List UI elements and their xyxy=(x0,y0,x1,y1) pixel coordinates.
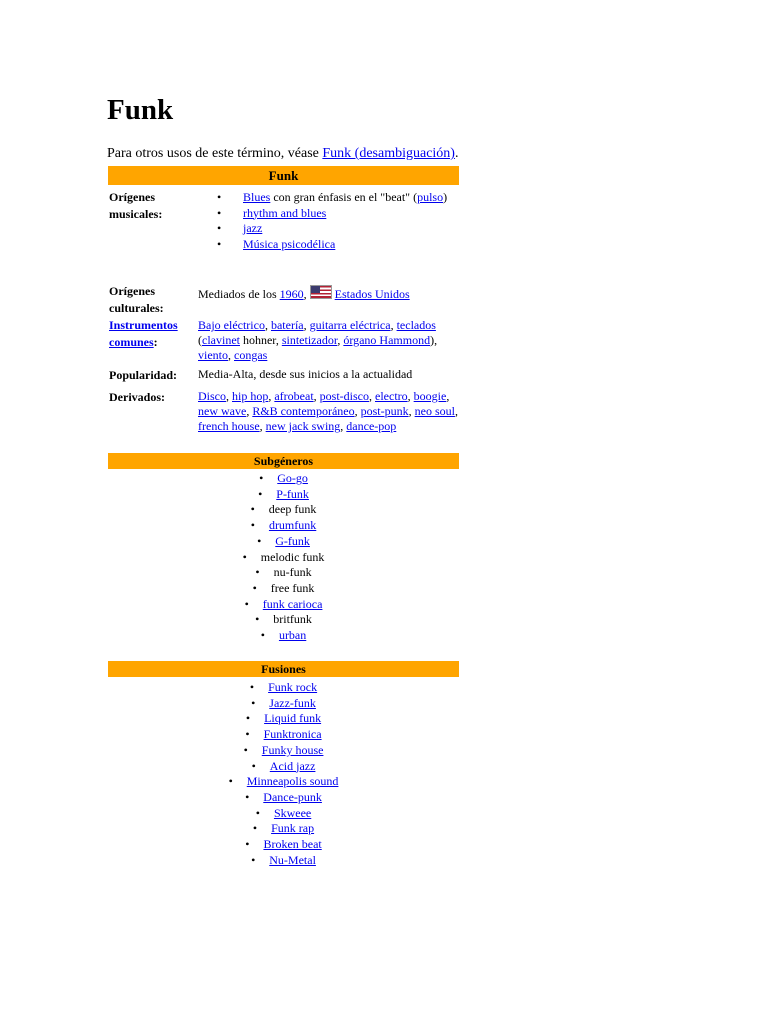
go-go-link[interactable]: Go-go xyxy=(277,471,308,485)
label-suffix: : xyxy=(153,335,158,349)
subgeneros-list xyxy=(108,469,459,657)
list-item xyxy=(108,790,459,806)
list-item xyxy=(108,597,459,613)
list-item xyxy=(108,696,459,712)
row-popularidad xyxy=(108,367,459,389)
separator: , xyxy=(337,333,344,347)
bullet-icon: • xyxy=(243,742,248,757)
list-item xyxy=(198,237,459,253)
instrumentos-comunes-link[interactable]: Instrumentos comunes xyxy=(109,318,178,349)
minneapolis-sound-link[interactable]: Minneapolis sound xyxy=(246,774,339,789)
bullet-icon: • xyxy=(252,580,257,595)
separator: , xyxy=(303,318,310,332)
list-item xyxy=(108,534,459,550)
separator: , xyxy=(259,419,266,433)
list-item xyxy=(108,487,459,503)
sintetizador-link[interactable]: sintetizador xyxy=(281,333,338,347)
separator: , xyxy=(268,389,275,403)
label-derivados: Derivados: xyxy=(109,390,165,404)
separator: , xyxy=(340,419,347,433)
bullet-icon: • xyxy=(258,486,263,501)
post-disco-link[interactable]: post-disco xyxy=(319,389,369,403)
separator: , xyxy=(303,287,310,301)
list-item-text: nu-funk xyxy=(273,565,312,580)
viento-link[interactable]: viento xyxy=(198,348,228,362)
list-item-text: deep funk xyxy=(268,502,317,517)
jazz-funk-link[interactable]: Jazz-funk xyxy=(269,695,316,710)
skweee-link[interactable]: Skweee xyxy=(273,805,312,820)
funk-carioca-link[interactable]: funk carioca xyxy=(262,596,323,611)
label-origenes-culturales: Orígenes culturales: xyxy=(109,284,164,315)
separator: , xyxy=(246,404,253,418)
bullet-icon: • xyxy=(245,711,251,726)
list-item-text: free funk xyxy=(270,580,315,595)
separator: ), xyxy=(430,333,438,347)
label-popularidad: Popularidad: xyxy=(109,368,178,382)
blues-link[interactable]: Blues xyxy=(243,190,271,204)
bullet-icon: • xyxy=(255,805,260,820)
list-item-text: ) xyxy=(443,190,448,204)
separator: , xyxy=(408,404,415,418)
instrumentos-value xyxy=(198,317,459,363)
separator: , xyxy=(264,318,271,332)
p-funk-link[interactable]: P-funk xyxy=(276,486,309,501)
funky-house-link[interactable]: Funky house xyxy=(261,742,324,757)
origenes-culturales-prefix: Mediados de los xyxy=(198,287,280,301)
list-item xyxy=(108,502,459,518)
list-item xyxy=(108,743,459,759)
acid-jazz-link[interactable]: Acid jazz xyxy=(269,758,316,773)
list-item xyxy=(108,837,459,853)
separator: , xyxy=(446,389,450,403)
fusiones-header: Fusiones xyxy=(108,661,459,677)
row-derivados xyxy=(108,389,459,453)
bullet-icon: • xyxy=(255,612,260,627)
derivados-value xyxy=(198,389,459,434)
bullet-icon: • xyxy=(242,549,247,564)
separator: , xyxy=(454,404,458,418)
clavinet-link[interactable]: clavinet xyxy=(202,333,240,347)
bullet-icon: • xyxy=(251,695,256,710)
urban-link[interactable]: urban xyxy=(278,628,307,643)
boogie-link[interactable]: boogie xyxy=(413,389,447,403)
french-house-link[interactable]: french house xyxy=(198,419,260,433)
disco-link[interactable]: Disco xyxy=(198,389,226,403)
hatnote-text: Para otros usos de este término, véase xyxy=(107,146,323,161)
us-flag-icon xyxy=(310,285,332,299)
congas-link[interactable]: congas xyxy=(234,348,268,362)
bullet-icon: • xyxy=(245,789,250,804)
list-item xyxy=(108,550,459,566)
bateria-link[interactable]: batería xyxy=(270,318,304,332)
separator: , xyxy=(226,389,232,403)
hatnote-end: . xyxy=(454,146,459,161)
funk-rock-link[interactable]: Funk rock xyxy=(268,680,318,694)
list-item-text: britfunk xyxy=(273,612,312,627)
list-item-text: melodic funk xyxy=(260,549,325,564)
disambiguation-link[interactable]: Funk (desambiguación) xyxy=(322,146,455,161)
list-item xyxy=(108,518,459,534)
electro-link[interactable]: electro xyxy=(375,389,408,403)
g-funk-link[interactable]: G-funk xyxy=(275,533,310,548)
separator: , xyxy=(369,389,375,403)
list-item xyxy=(198,206,459,222)
list-item xyxy=(108,565,459,581)
bajo-electrico-link[interactable]: Bajo eléctrico xyxy=(198,318,265,332)
list-item xyxy=(108,680,459,696)
new-wave-link[interactable]: new wave xyxy=(198,404,247,418)
list-item xyxy=(108,853,459,869)
bullet-icon: • xyxy=(257,533,262,548)
nu-metal-link[interactable]: Nu-Metal xyxy=(269,852,316,867)
guitarra-electrica-link[interactable]: guitarra eléctrica xyxy=(309,318,391,332)
hatnote xyxy=(107,145,458,163)
list-item xyxy=(108,711,459,727)
bullet-icon: • xyxy=(245,837,250,852)
post-punk-link[interactable]: post-punk xyxy=(360,404,409,418)
r-b-contemporaneo-link[interactable]: R&B contemporáneo xyxy=(252,404,355,418)
rhythm-and-blues-link[interactable]: rhythm and blues xyxy=(243,205,327,220)
list-item xyxy=(198,221,459,237)
list-item xyxy=(108,821,459,837)
musica-psicodelica-link[interactable]: Música psicodélica xyxy=(243,236,336,251)
list-item xyxy=(108,612,459,628)
jazz-link[interactable]: jazz xyxy=(243,221,263,235)
list-item-text: con gran énfasis en el "beat" ( xyxy=(270,190,418,204)
separator: , xyxy=(407,389,414,403)
estados-unidos-link[interactable]: Estados Unidos xyxy=(334,287,410,301)
funktronica-link[interactable]: Funktronica xyxy=(263,727,322,742)
label-instrumentos xyxy=(109,317,193,351)
list-item xyxy=(198,190,459,206)
list-item xyxy=(108,628,459,644)
bullet-icon: • xyxy=(249,680,255,694)
list-item xyxy=(108,727,459,743)
popularidad-value: Media-Alta, desde sus inicios a la actualidad xyxy=(198,367,413,381)
dance-punk-link[interactable]: Dance-punk xyxy=(263,789,322,804)
label-origenes-musicales: Orígenes musicales: xyxy=(109,190,163,221)
neo-soul-link[interactable]: neo soul xyxy=(414,404,455,418)
bullet-icon: • xyxy=(252,821,258,836)
organo-hammond-link[interactable]: órgano Hammond xyxy=(343,333,431,347)
dance-pop-link[interactable]: dance-pop xyxy=(346,419,397,433)
list-item xyxy=(108,581,459,597)
funk-rap-link[interactable]: Funk rap xyxy=(271,821,315,836)
page-title: Funk xyxy=(107,94,174,126)
bullet-icon: • xyxy=(260,628,265,643)
bullet-icon: • xyxy=(259,471,264,485)
new-jack-swing-link[interactable]: new jack swing xyxy=(265,419,341,433)
drumfunk-link[interactable]: drumfunk xyxy=(268,518,317,533)
hip-hop-link[interactable]: hip hop xyxy=(232,389,269,403)
separator: ( xyxy=(198,333,202,347)
broken-beat-link[interactable]: Broken beat xyxy=(263,837,322,852)
pulso-link[interactable]: pulso xyxy=(417,190,444,204)
separator: , xyxy=(390,318,397,332)
afrobeat-link[interactable]: afrobeat xyxy=(274,389,314,403)
list-item xyxy=(108,471,459,487)
infobox-header: Funk xyxy=(108,166,459,185)
separator: , xyxy=(313,389,320,403)
bullet-icon: • xyxy=(251,852,256,867)
separator: , xyxy=(228,348,234,362)
list-item xyxy=(108,759,459,775)
row-instrumentos xyxy=(108,317,459,367)
year-1960-link[interactable]: 1960 xyxy=(279,287,304,301)
teclados-link[interactable]: teclados xyxy=(396,318,436,332)
bullet-icon: • xyxy=(250,502,255,517)
row-origenes-musicales xyxy=(108,185,459,279)
bullet-icon: • xyxy=(245,727,250,742)
row-origenes-culturales xyxy=(108,279,459,317)
infobox xyxy=(108,166,459,868)
bullet-icon: • xyxy=(250,518,255,533)
subgeneros-header: Subgéneros xyxy=(108,453,459,469)
liquid-funk-link[interactable]: Liquid funk xyxy=(264,711,322,726)
origenes-musicales-list xyxy=(198,189,459,252)
separator: , xyxy=(354,404,361,418)
bullet-icon: • xyxy=(244,596,249,611)
bullet-icon: • xyxy=(255,565,260,580)
list-item xyxy=(108,806,459,822)
bullet-icon: • xyxy=(228,774,233,789)
separator: hohner, xyxy=(239,333,282,347)
fusiones-list xyxy=(108,677,459,868)
list-item xyxy=(108,774,459,790)
bullet-icon: • xyxy=(251,758,256,773)
